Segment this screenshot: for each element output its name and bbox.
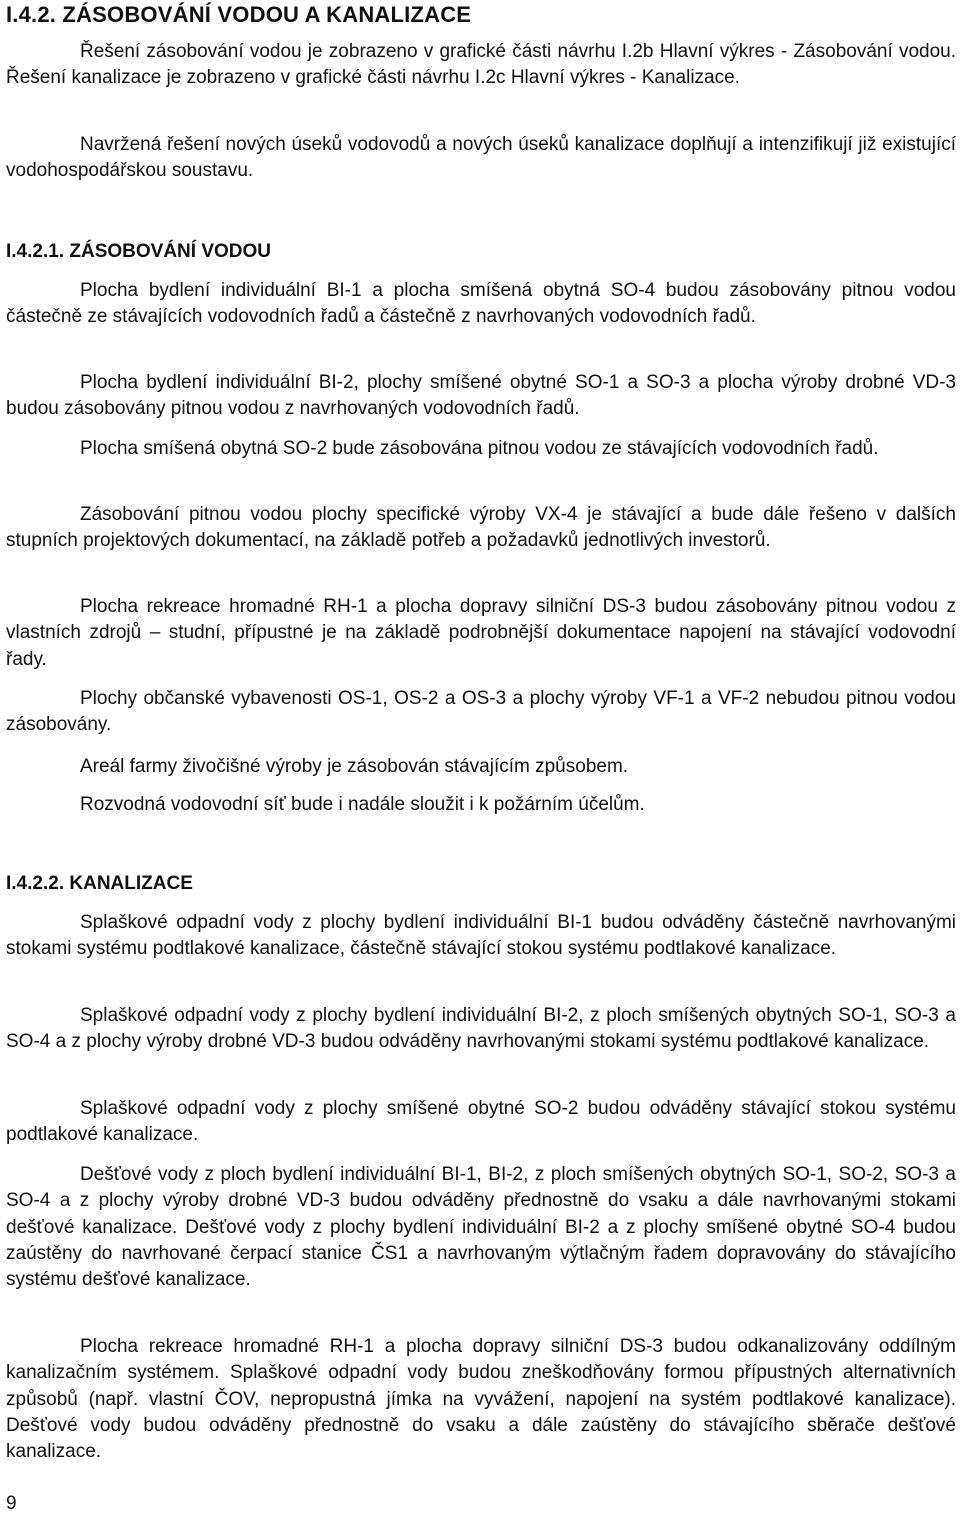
page-number: 9 xyxy=(6,1493,17,1514)
water-paragraph: Plocha smíšená obytná SO-2 bude zásobována pitnou vodou ze stávajících vodovodních řadů. xyxy=(80,438,879,459)
water-paragraph: Zásobování pitnou vodou plochy specifické výroby VX-4 je stávající a bude dále řešeno v dalších stupních projektových dokumentací, na základě potřeb a požadavků jednotlivých investorů. xyxy=(6,504,956,552)
intro-paragraph: Řešení zásobování vodou je zobrazeno v grafické části návrhu I.2b Hlavní výkres - Zásobování vodou. Řešení kanalizace je zobrazeno v grafické části návrhu I.2c Hlavní výkres - Kanalizace. xyxy=(6,41,956,89)
sewer-paragraph: Splaškové odpadní vody z plochy bydlení individuální BI-2, z ploch smíšených obytných SO-1, SO-3 a SO-4 a z plochy výroby drobné VD-3 budou odváděny navrhovanými stokami systému podtlakové kanalizace. xyxy=(6,1005,956,1053)
section-title: I.4.2. ZÁSOBOVÁNÍ VODOU A KANALIZACE xyxy=(6,2,472,27)
subsection-heading-water: I.4.2.1. ZÁSOBOVÁNÍ VODOU xyxy=(6,241,271,262)
sewer-paragraph: Splaškové odpadní vody z plochy bydlení individuální BI-1 budou odváděny částečně navrhovanými stokami systému podtlakové kanalizace, částečně stávající stokou systému podtlakové kanalizace. xyxy=(6,912,956,960)
water-paragraph: Areál farmy živočišné výroby je zásobován stávajícím způsobem. xyxy=(80,756,629,777)
water-paragraph: Rozvodná vodovodní síť bude i nadále sloužit i k požárním účelům. xyxy=(80,794,645,815)
intro-paragraph: Navržená řešení nových úseků vodovodů a nových úseků kanalizace doplňují a intenzifikují již existující vodohospodářskou soustavu. xyxy=(6,134,956,182)
water-paragraph: Plocha bydlení individuální BI-2, plochy smíšené obytné SO-1 a SO-3 a plocha výroby drobné VD-3 budou zásobovány pitnou vodou z navrhovaných vodovodních řadů. xyxy=(6,372,956,420)
water-paragraph: Plocha rekreace hromadné RH-1 a plocha dopravy silniční DS-3 budou zásobovány pitnou vodou z vlastních zdrojů – studní, přípustné je na základě podrobnější dokumentace napojení na stávající vodovodní řady. xyxy=(6,596,956,670)
subsection-heading-sewer: I.4.2.2. KANALIZACE xyxy=(6,873,193,894)
water-paragraph: Plocha bydlení individuální BI-1 a plocha smíšená obytná SO-4 budou zásobovány pitnou vodou částečně ze stávajících vodovodních řadů a částečně z navrhovaných vodovodních řadů. xyxy=(6,280,956,328)
sewer-paragraph: Splaškové odpadní vody z plochy smíšené obytné SO-2 budou odváděny stávající stokou systému podtlakové kanalizace. xyxy=(6,1098,956,1146)
water-paragraph: Plochy občanské vybavenosti OS-1, OS-2 a OS-3 a plochy výroby VF-1 a VF-2 nebudou pitnou vodou zásobovány. xyxy=(6,688,956,736)
sewer-paragraph: Dešťové vody z ploch bydlení individuální BI-1, BI-2, z ploch smíšených obytných SO-1, SO-2, SO-3 a SO-4 a z plochy výroby drobné VD-3 budou odváděny přednostně do vsaku a dále navrhovanými stokami dešťové kanalizace. Dešťové vody z plochy bydlení individuální BI-2 a z plochy smíšené obytné SO-4 budou zaústěny do navrhované čerpací stanice ČS1 a navrhovaným výtlačným řadem dopravovány do stávajícího systému dešťové kanalizace. xyxy=(6,1164,956,1291)
sewer-paragraph: Plocha rekreace hromadné RH-1 a plocha dopravy silniční DS-3 budou odkanalizovány oddílným kanalizačním systémem. Splaškové odpadní vody budou zneškodňovány formou přípustných alternativních způsobů (např. vlastní ČOV, nepropustná jímka na vyvážení, napojení na systém podtlakové kanalizace). Dešťové vody budou odváděny přednostně do vsaku a dále zaústěny do stávajícího sběrače dešťové kanalizace. xyxy=(6,1336,956,1463)
